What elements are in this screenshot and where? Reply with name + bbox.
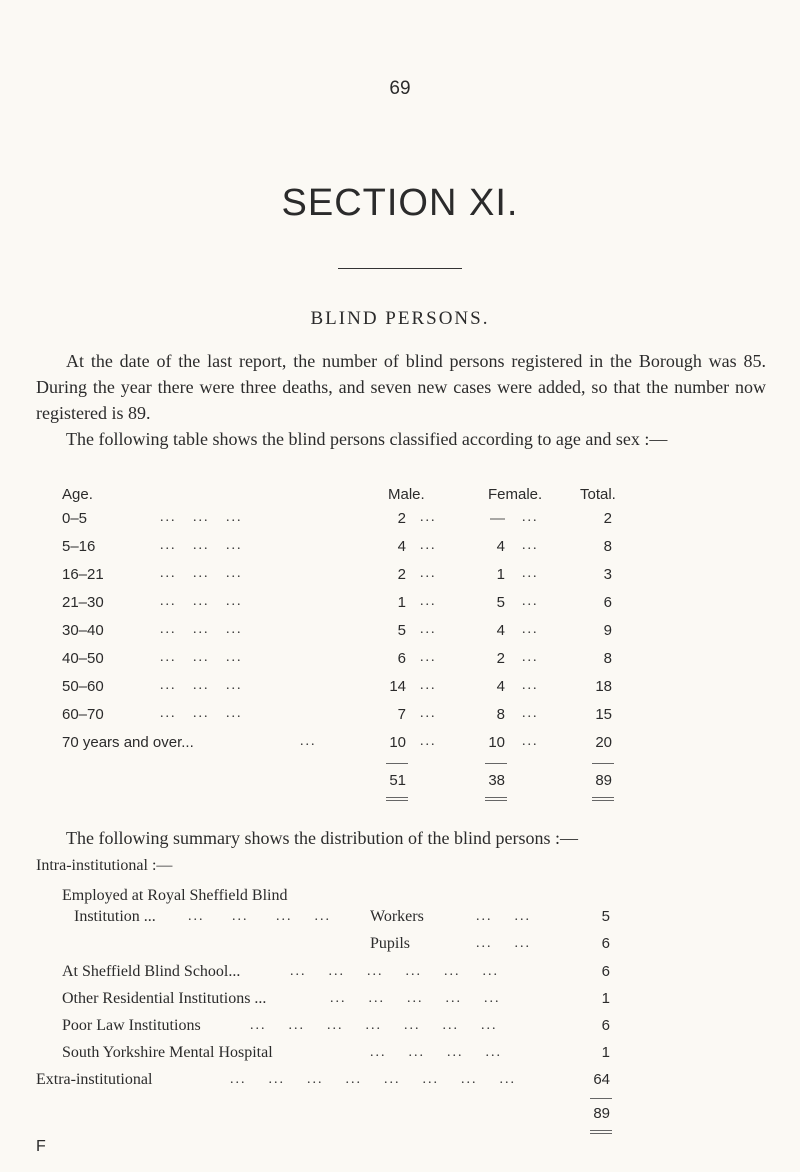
leader-dots: ... bbox=[522, 538, 539, 553]
total-rule bbox=[592, 763, 614, 764]
leader-dots: ... ... ... bbox=[160, 678, 243, 693]
row-age: 16–21 bbox=[62, 566, 104, 583]
leader-dots: ... bbox=[522, 622, 539, 637]
header-female: Female. bbox=[488, 486, 543, 503]
leader-dots: ... ... ... bbox=[160, 510, 243, 525]
row-total: 20 bbox=[595, 734, 612, 751]
leader-dots: ... bbox=[420, 538, 437, 553]
summary-intro: The following summary shows the distribution of the blind persons :— bbox=[66, 828, 578, 848]
leader-dots: ... bbox=[522, 510, 539, 525]
double-rule bbox=[386, 797, 408, 801]
row-total: 15 bbox=[595, 706, 612, 723]
row-male: 5 bbox=[397, 622, 406, 639]
residential-value: 1 bbox=[601, 990, 610, 1007]
mental-hospital-value: 1 bbox=[601, 1044, 610, 1061]
row-female: 4 bbox=[496, 678, 505, 695]
total-total: 89 bbox=[595, 772, 612, 789]
total-male: 51 bbox=[389, 772, 406, 789]
row-total: 8 bbox=[603, 650, 612, 667]
row-male: 14 bbox=[389, 678, 406, 695]
leader-dots: ... bbox=[420, 650, 437, 665]
leader-dots: ... ... ... ... bbox=[188, 909, 331, 924]
leader-dots: ... ... ... ... bbox=[370, 1045, 502, 1060]
row-age: 60–70 bbox=[62, 706, 104, 723]
leader-dots: ... bbox=[522, 706, 539, 721]
total-rule bbox=[485, 763, 507, 764]
leader-dots: ... ... ... ... ... ... bbox=[290, 964, 499, 979]
summary-total: 89 bbox=[593, 1105, 610, 1122]
mental-hospital-label: South Yorkshire Mental Hospital bbox=[62, 1044, 273, 1061]
double-rule bbox=[592, 797, 614, 801]
leader-dots: ... bbox=[420, 622, 437, 637]
leader-dots: ... bbox=[420, 510, 437, 525]
table-intro-paragraph: The following table shows the blind persons classified according to age and sex :— bbox=[66, 429, 668, 449]
row-age: 50–60 bbox=[62, 678, 104, 695]
double-rule bbox=[485, 797, 507, 801]
row-age: 5–16 bbox=[62, 538, 96, 555]
row-male: 7 bbox=[397, 706, 406, 723]
leader-dots: ... ... ... bbox=[160, 650, 243, 665]
leader-dots: ... bbox=[420, 734, 437, 749]
row-female: — bbox=[490, 510, 505, 527]
summary-rule bbox=[590, 1098, 612, 1099]
leader-dots: ... bbox=[420, 706, 437, 721]
workers-value: 5 bbox=[601, 908, 610, 925]
total-female: 38 bbox=[488, 772, 505, 789]
row-female: 4 bbox=[496, 538, 505, 555]
leader-dots: ... ... ... ... ... ... ... bbox=[250, 1018, 498, 1033]
leader-dots: ... ... ... ... ... ... ... ... bbox=[230, 1072, 516, 1087]
school-value: 6 bbox=[601, 963, 610, 980]
row-age: 21–30 bbox=[62, 594, 104, 611]
pupils-value: 6 bbox=[601, 935, 610, 952]
school-label: At Sheffield Blind School... bbox=[62, 963, 241, 980]
leader-dots: ... bbox=[420, 678, 437, 693]
title-rule bbox=[338, 268, 462, 269]
intra-heading: Intra-institutional :— bbox=[36, 857, 173, 874]
row-male: 6 bbox=[397, 650, 406, 667]
poor-law-label: Poor Law Institutions bbox=[62, 1017, 201, 1034]
row-male: 2 bbox=[397, 566, 406, 583]
employed-label-2: Institution ... bbox=[74, 908, 156, 925]
row-total: 18 bbox=[595, 678, 612, 695]
row-male: 1 bbox=[397, 594, 406, 611]
leader-dots: ... bbox=[522, 566, 539, 581]
leader-dots: ... ... ... bbox=[160, 566, 243, 581]
header-total: Total. bbox=[580, 486, 616, 503]
extra-label: Extra-institutional bbox=[36, 1071, 153, 1088]
leader-dots: ... ... ... bbox=[160, 706, 243, 721]
leader-dots: ... ... bbox=[476, 936, 531, 951]
residential-label: Other Residential Institutions ... bbox=[62, 990, 267, 1007]
leader-dots: ... ... ... bbox=[160, 538, 243, 553]
row-female: 5 bbox=[496, 594, 505, 611]
row-age: 40–50 bbox=[62, 650, 104, 667]
leader-dots: ... ... ... bbox=[160, 622, 243, 637]
leader-dots: ... bbox=[420, 594, 437, 609]
signature-letter: F bbox=[36, 1138, 46, 1155]
row-male: 4 bbox=[397, 538, 406, 555]
header-male: Male. bbox=[388, 486, 425, 503]
extra-value: 64 bbox=[593, 1071, 610, 1088]
row-total: 8 bbox=[603, 538, 612, 555]
pupils-label: Pupils bbox=[370, 935, 411, 952]
leader-dots: ... ... bbox=[476, 909, 531, 924]
row-age: 70 years and over... bbox=[62, 734, 194, 751]
summary-double-rule bbox=[590, 1130, 612, 1134]
leader-dots: ... bbox=[522, 678, 539, 693]
section-title: SECTION XI. bbox=[281, 182, 519, 224]
row-female: 2 bbox=[496, 650, 505, 667]
total-rule bbox=[386, 763, 408, 764]
row-female: 1 bbox=[496, 566, 505, 583]
leader-dots: ... ... ... bbox=[160, 594, 243, 609]
subtitle: BLIND PERSONS. bbox=[310, 308, 490, 329]
row-male: 10 bbox=[389, 734, 406, 751]
row-male: 2 bbox=[397, 510, 406, 527]
row-total: 3 bbox=[603, 566, 612, 583]
leader-dots: ... bbox=[522, 734, 539, 749]
row-female: 4 bbox=[496, 622, 505, 639]
row-total: 6 bbox=[603, 594, 612, 611]
row-age: 0–5 bbox=[62, 510, 88, 527]
leader-dots: ... bbox=[522, 594, 539, 609]
header-age: Age. bbox=[62, 486, 93, 503]
row-total: 9 bbox=[603, 622, 612, 639]
intro-paragraph: At the date of the last report, the number of blind persons registered in the Borough was 85. During the year there were three deaths, and seven new cases were added, so that the number now registered is 89. bbox=[36, 351, 766, 423]
leader-dots: ... bbox=[420, 566, 437, 581]
leader-dots: ... bbox=[522, 650, 539, 665]
page-number: 69 bbox=[389, 78, 411, 99]
workers-label: Workers bbox=[370, 908, 424, 925]
employed-label-1: Employed at Royal Sheffield Blind bbox=[62, 887, 288, 904]
leader-dots: ... bbox=[300, 734, 317, 749]
leader-dots: ... ... ... ... ... bbox=[330, 991, 501, 1006]
row-female: 10 bbox=[488, 734, 505, 751]
row-total: 2 bbox=[603, 510, 612, 527]
row-age: 30–40 bbox=[62, 622, 104, 639]
poor-law-value: 6 bbox=[601, 1017, 610, 1034]
row-female: 8 bbox=[496, 706, 505, 723]
